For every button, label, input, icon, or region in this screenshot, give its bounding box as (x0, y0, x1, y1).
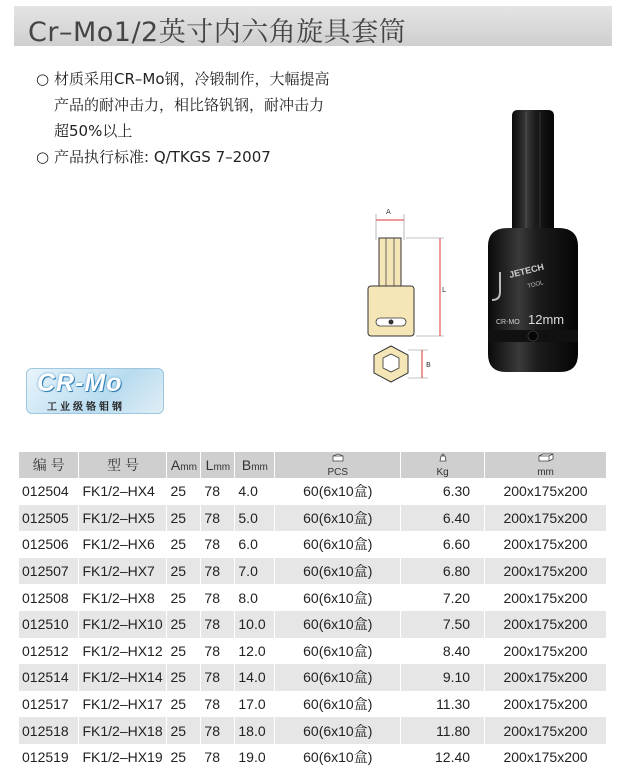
cell-model: FK1/2–HX6 (79, 531, 167, 558)
cell-b: 5.0 (235, 505, 275, 532)
table-row (19, 531, 607, 558)
crmo-badge (26, 368, 164, 414)
cell-dims: 200x175x200 (485, 611, 607, 638)
cell-b: 12.0 (235, 638, 275, 665)
cell-pcs: 60(6x10盒) (275, 744, 401, 771)
table-row (19, 744, 607, 771)
header-dims: mm (485, 452, 607, 478)
cell-b: 4.0 (235, 478, 275, 505)
table-row (19, 505, 607, 532)
cell-kg: 11.30 (401, 691, 485, 718)
header-kg: Kg (401, 452, 485, 478)
cell-dims: 200x175x200 (485, 717, 607, 744)
carton-icon (538, 453, 554, 462)
header-b: Bmm (235, 452, 275, 478)
cell-kg: 6.40 (401, 505, 485, 532)
badge-main-text: CR-Mo (37, 369, 123, 397)
cell-code: 012512 (19, 638, 79, 665)
cell-kg: 7.20 (401, 584, 485, 611)
cell-dims: 200x175x200 (485, 744, 607, 771)
table-row (19, 611, 607, 638)
cell-dims: 200x175x200 (485, 558, 607, 585)
bullet-circle-icon: ○ (36, 148, 50, 166)
cell-kg: 8.40 (401, 638, 485, 665)
cell-a: 25 (167, 478, 201, 505)
cell-b: 17.0 (235, 691, 275, 718)
cell-model: FK1/2–HX5 (79, 505, 167, 532)
cell-a: 25 (167, 717, 201, 744)
cell-dims: 200x175x200 (485, 478, 607, 505)
feature-item (36, 144, 416, 170)
cell-l: 78 (201, 558, 235, 585)
cell-l: 78 (201, 664, 235, 691)
feature-list (36, 66, 416, 170)
cell-a: 25 (167, 505, 201, 532)
bullet-circle-icon: ○ (36, 70, 50, 88)
cell-a: 25 (167, 611, 201, 638)
cell-l: 78 (201, 505, 235, 532)
cell-b: 18.0 (235, 717, 275, 744)
cell-kg: 9.10 (401, 664, 485, 691)
cell-code: 012507 (19, 558, 79, 585)
cell-code: 012519 (19, 744, 79, 771)
cell-dims: 200x175x200 (485, 505, 607, 532)
table-row (19, 664, 607, 691)
cell-model: FK1/2–HX8 (79, 584, 167, 611)
feature-item (36, 66, 416, 144)
cell-a: 25 (167, 691, 201, 718)
brand-sub-text: TOOL (527, 280, 545, 290)
cell-kg: 11.80 (401, 717, 485, 744)
cell-pcs: 60(6x10盒) (275, 505, 401, 532)
cell-pcs: 60(6x10盒) (275, 638, 401, 665)
cell-kg: 7.50 (401, 611, 485, 638)
cell-dims: 200x175x200 (485, 664, 607, 691)
cell-dims: 200x175x200 (485, 531, 607, 558)
cell-b: 10.0 (235, 611, 275, 638)
cell-l: 78 (201, 584, 235, 611)
cell-code: 012508 (19, 584, 79, 611)
cell-l: 78 (201, 717, 235, 744)
cell-a: 25 (167, 638, 201, 665)
cell-b: 7.0 (235, 558, 275, 585)
cell-b: 8.0 (235, 584, 275, 611)
cell-code: 012504 (19, 478, 79, 505)
cell-model: FK1/2–HX7 (79, 558, 167, 585)
cell-a: 25 (167, 584, 201, 611)
header-pcs: PCS (275, 452, 401, 478)
cell-a: 25 (167, 531, 201, 558)
feature-text: 产品执行标准: Q/TKGS 7–2007 (54, 148, 271, 166)
cell-model: FK1/2–HX12 (79, 638, 167, 665)
cell-code: 012514 (19, 664, 79, 691)
cell-kg: 6.60 (401, 531, 485, 558)
cell-kg: 6.80 (401, 558, 485, 585)
label-l: L (442, 286, 446, 294)
table-row (19, 691, 607, 718)
cell-a: 25 (167, 558, 201, 585)
header-code: 编 号 (19, 452, 79, 478)
cell-model: FK1/2–HX18 (79, 717, 167, 744)
weight-icon (437, 453, 449, 462)
cell-dims: 200x175x200 (485, 638, 607, 665)
header-l: Lmm (201, 452, 235, 478)
table-row (19, 717, 607, 744)
box-icon (332, 453, 344, 462)
page-title: Cr–Mo1/2英寸内六角旋具套筒 (28, 17, 407, 48)
cell-b: 14.0 (235, 664, 275, 691)
cell-l: 78 (201, 531, 235, 558)
cell-code: 012505 (19, 505, 79, 532)
cell-l: 78 (201, 691, 235, 718)
marking-size: 12mm (528, 312, 565, 327)
cell-model: FK1/2–HX14 (79, 664, 167, 691)
label-b: B (426, 361, 431, 369)
cell-pcs: 60(6x10盒) (275, 531, 401, 558)
cell-l: 78 (201, 478, 235, 505)
table-row (19, 478, 607, 505)
cell-pcs: 60(6x10盒) (275, 478, 401, 505)
cell-pcs: 60(6x10盒) (275, 664, 401, 691)
header-a: Amm (167, 452, 201, 478)
cell-code: 012510 (19, 611, 79, 638)
cell-pcs: 60(6x10盒) (275, 717, 401, 744)
cell-model: FK1/2–HX17 (79, 691, 167, 718)
table-row (19, 558, 607, 585)
cell-model: FK1/2–HX19 (79, 744, 167, 771)
cell-model: FK1/2–HX10 (79, 611, 167, 638)
cell-l: 78 (201, 638, 235, 665)
cell-model: FK1/2–HX4 (79, 478, 167, 505)
cell-dims: 200x175x200 (485, 584, 607, 611)
cell-code: 012506 (19, 531, 79, 558)
cell-a: 25 (167, 744, 201, 771)
cell-b: 6.0 (235, 531, 275, 558)
table-row (19, 638, 607, 665)
label-a: A (386, 208, 391, 216)
cell-kg: 12.40 (401, 744, 485, 771)
cell-l: 78 (201, 744, 235, 771)
cell-code: 012518 (19, 717, 79, 744)
badge-sub-text: 工业级铬钼钢 (47, 402, 125, 413)
cell-pcs: 60(6x10盒) (275, 611, 401, 638)
spec-table (19, 452, 607, 771)
cell-b: 19.0 (235, 744, 275, 771)
cell-a: 25 (167, 664, 201, 691)
cell-kg: 6.30 (401, 478, 485, 505)
dimension-diagram (346, 200, 446, 390)
brand-text: JETECH (508, 261, 545, 280)
cell-l: 78 (201, 611, 235, 638)
product-image (480, 96, 610, 396)
table-row (19, 584, 607, 611)
cell-pcs: 60(6x10盒) (275, 691, 401, 718)
cell-code: 012517 (19, 691, 79, 718)
cell-pcs: 60(6x10盒) (275, 558, 401, 585)
feature-text: 材质采用CR–Mo钢，冷锻制作，大幅提高 产品的耐冲击力，相比铬钒钢，耐冲击力 超50%以上 (54, 70, 330, 140)
header-model: 型 号 (79, 452, 167, 478)
cell-dims: 200x175x200 (485, 691, 607, 718)
marking-cr-mo: CR-MO (496, 319, 520, 326)
table-header-row (19, 452, 607, 478)
title-bar (14, 6, 612, 46)
cell-pcs: 60(6x10盒) (275, 584, 401, 611)
